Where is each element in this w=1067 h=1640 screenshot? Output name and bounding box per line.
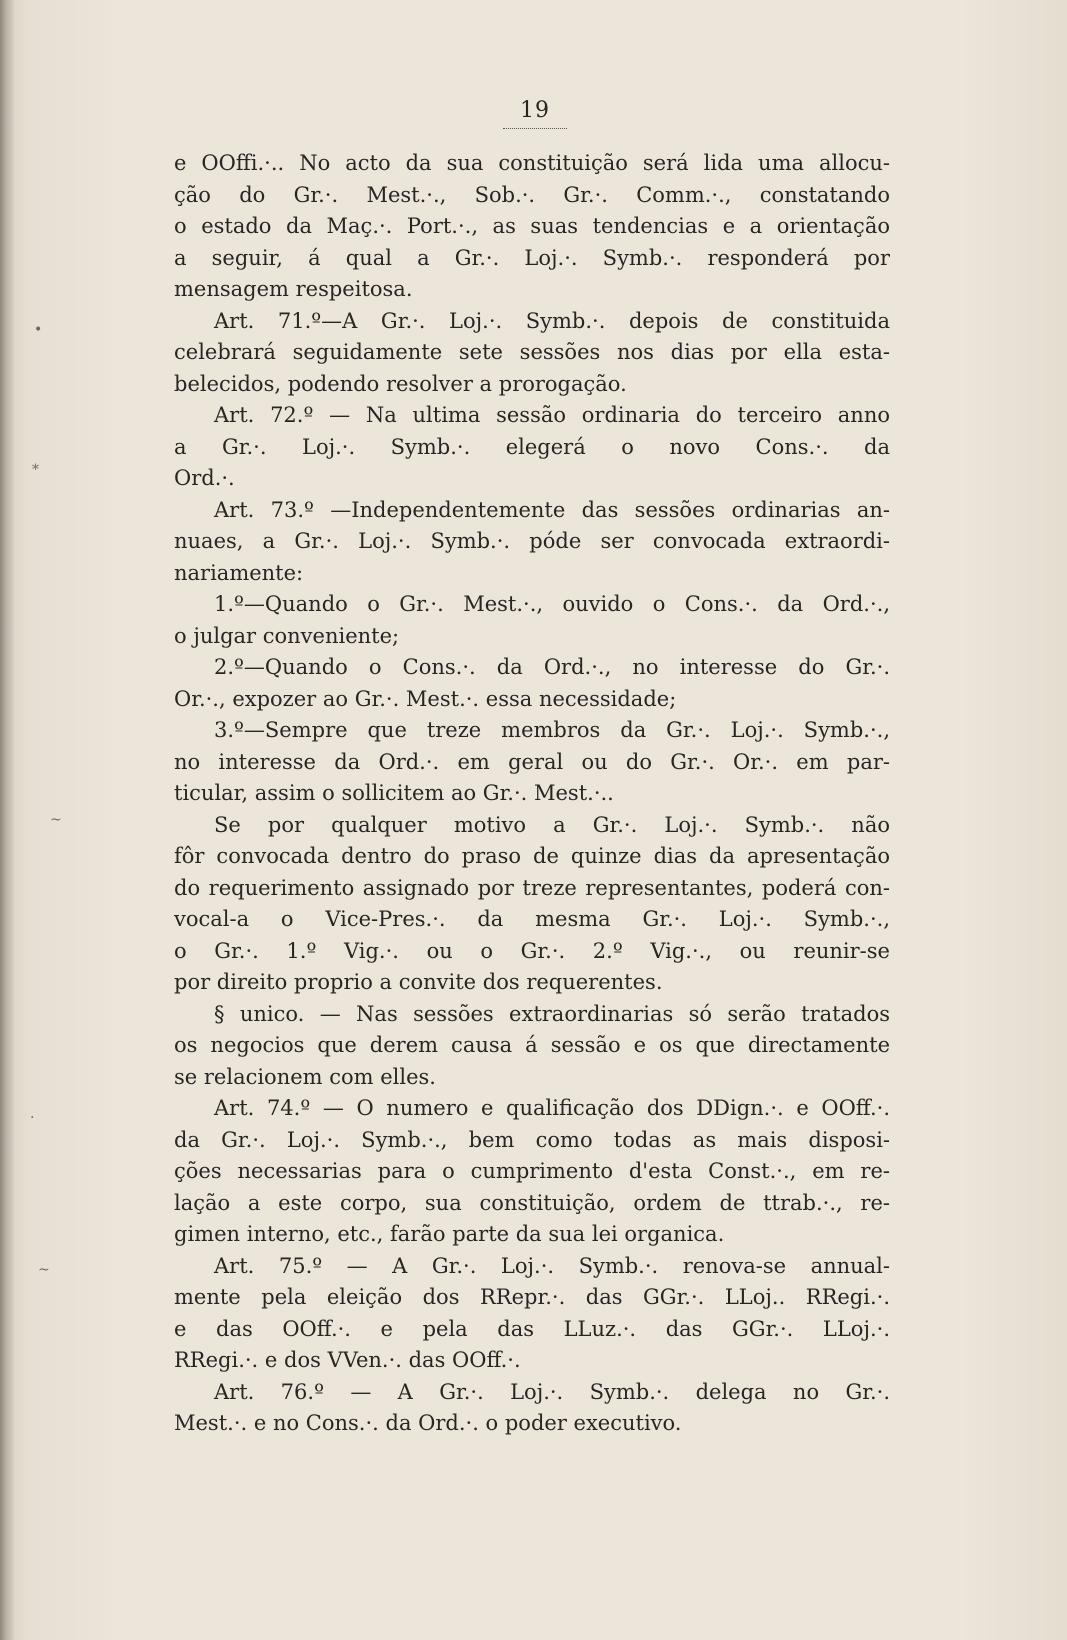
text-line: no interesse da Ord.·. em geral ou do Gr.·. Or.·. em par- bbox=[174, 749, 890, 774]
text-line: Se por qualquer motivo a Gr.·. Loj.·. Symb.·. não bbox=[214, 812, 890, 837]
margin-speck: · bbox=[30, 1110, 35, 1126]
margin-speck: • bbox=[34, 322, 43, 338]
text-line: fôr convocada dentro do praso de quinze dias da apresentação bbox=[174, 844, 890, 868]
text-line: do requerimento assignado por treze representantes, poderá con- bbox=[174, 875, 890, 900]
text-line: 2.º—Quando o Cons.·. da Ord.·., no interesse do Gr.·. bbox=[214, 655, 890, 679]
text-line: vocal-a o Vice-Pres.·. da mesma Gr.·. Loj.·. Symb.·., bbox=[174, 907, 890, 931]
text-line: celebrará seguidamente sete sessões nos dias por ella esta- bbox=[174, 340, 890, 364]
body-text bbox=[174, 148, 890, 1440]
text-line: mensagem respeitosa. bbox=[174, 277, 413, 301]
text-line: o Gr.·. 1.º Vig.·. ou o Gr.·. 2.º Vig.·., ou reunir-se bbox=[174, 938, 890, 963]
text-line: Art. 73.º —Independentemente das sessões ordinarias an- bbox=[214, 497, 890, 522]
text-line: belecidos, podendo resolver a prorogação. bbox=[174, 371, 627, 396]
text-line: Ord.·. bbox=[174, 466, 235, 490]
text-line: a Gr.·. Loj.·. Symb.·. elegerá o novo Cons.·. da bbox=[174, 434, 890, 459]
text-line: e OOffi.·.. No acto da sua constituição será lida uma allocu- bbox=[174, 151, 890, 175]
margin-speck: ~ bbox=[38, 1262, 50, 1278]
text-line: o julgar conveniente; bbox=[174, 623, 400, 648]
margin-speck: ~ bbox=[50, 812, 62, 828]
page-number-rule bbox=[503, 128, 567, 129]
text-line: ção do Gr.·. Mest.·., Sob.·. Gr.·. Comm.·., constatando bbox=[174, 182, 890, 207]
text-line: 1.º—Quando o Gr.·. Mest.·., ouvido o Cons.·. da Ord.·., bbox=[214, 592, 890, 616]
text-line: § unico. — Nas sessões extraordinarias só serão tratados bbox=[214, 1001, 890, 1026]
text-line: ções necessarias para o cumprimento d'esta Const.·., em re- bbox=[174, 1159, 890, 1183]
margin-speck: * bbox=[32, 462, 39, 478]
text-line: RRegi.·. e dos VVen.·. das OOff.·. bbox=[174, 1348, 521, 1372]
text-line: mente pela eleição dos RRepr.·. das GGr.·. LLoj.. RRegi.·. bbox=[174, 1285, 890, 1309]
text-line: os negocios que derem causa á sessão e os que directamente bbox=[174, 1033, 890, 1057]
text-line: gimen interno, etc., farão parte da sua lei organica. bbox=[174, 1222, 725, 1246]
text-line: Art. 71.º—A Gr.·. Loj.·. Symb.·. depois de constituida bbox=[214, 308, 890, 333]
text-line: Mest.·. e no Cons.·. da Ord.·. o poder executivo. bbox=[174, 1411, 682, 1435]
text-line: Art. 74.º — O numero e qualificação dos DDign.·. e OOff.·. bbox=[214, 1096, 890, 1120]
text-line: por direito proprio a convite dos requerentes. bbox=[174, 970, 663, 994]
text-line: lação a este corpo, sua constituição, ordem de ttrab.·., re- bbox=[174, 1190, 890, 1215]
text-line: Or.·., expozer ao Gr.·. Mest.·. essa necessidade; bbox=[174, 686, 677, 711]
text-line: 3.º—Sempre que treze membros da Gr.·. Loj.·. Symb.·., bbox=[214, 718, 890, 742]
text-line: Art. 72.º — Na ultima sessão ordinaria do terceiro anno bbox=[214, 403, 890, 427]
text-line: ticular, assim o sollicitem ao Gr.·. Mest.·.. bbox=[174, 781, 614, 805]
page-number: 19 bbox=[520, 98, 550, 123]
text-line: se relacionem com elles. bbox=[174, 1064, 436, 1089]
text-line: e das OOff.·. e pela das LLuz.·. das GGr.·. LLoj.·. bbox=[174, 1316, 890, 1341]
text-line: nuaes, a Gr.·. Loj.·. Symb.·. póde ser convocada extraordi- bbox=[174, 529, 890, 553]
text-line: da Gr.·. Loj.·. Symb.·., bem como todas as mais disposi- bbox=[174, 1127, 890, 1152]
text-line: a seguir, á qual a Gr.·. Loj.·. Symb.·. responderá por bbox=[174, 245, 890, 270]
text-line: nariamente: bbox=[174, 560, 304, 585]
text-line: Art. 75.º — A Gr.·. Loj.·. Symb.·. renova-se annual- bbox=[214, 1253, 890, 1278]
text-line: Art. 76.º — A Gr.·. Loj.·. Symb.·. delega no Gr.·. bbox=[214, 1379, 890, 1404]
page-edge bbox=[0, 0, 14, 1640]
text-line: o estado da Maç.·. Port.·., as suas tendencias e a orientação bbox=[174, 214, 890, 238]
